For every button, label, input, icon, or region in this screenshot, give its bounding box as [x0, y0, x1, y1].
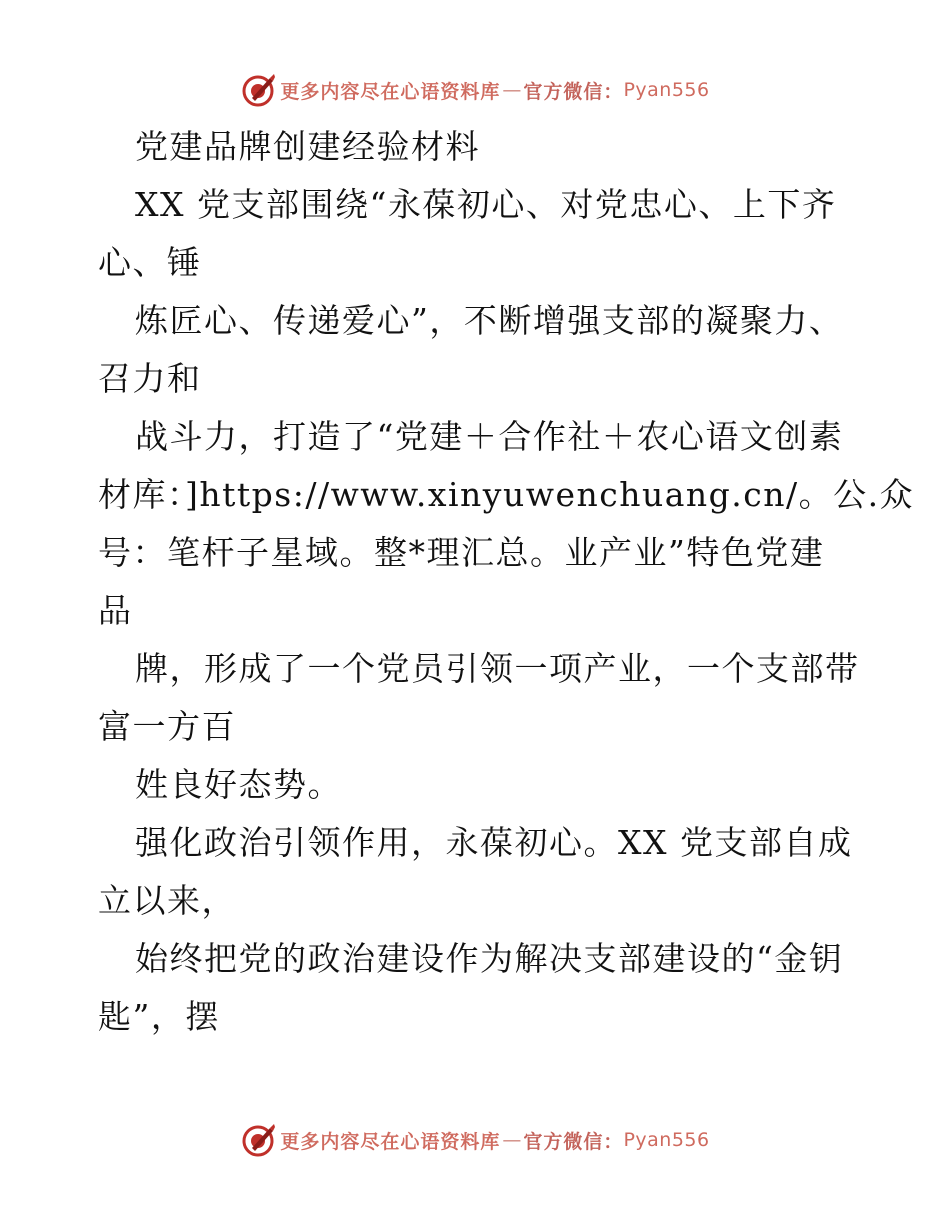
- text-line: 始终把党的政治建设作为解决支部建设的“金钥: [135, 939, 844, 978]
- document-title: 党建品牌创建经验材料: [135, 127, 480, 166]
- text-line: 炼匠心、传递爱心”，不断增强支部的凝聚力、: [135, 301, 844, 340]
- text-line: 材库：]https://www.xinyuwenchuang.cn/。公.众: [98, 475, 915, 514]
- brand-logo-icon: [240, 1122, 276, 1158]
- text-line: 战斗力，打造了“党建＋合作社＋农心语文创素: [135, 417, 844, 456]
- text-line: 姓良好态势。: [135, 765, 342, 804]
- banner-wechat-id: Pyan556: [623, 1129, 710, 1151]
- banner-brand-text: 更多内容尽在心语资料库: [280, 1130, 501, 1153]
- banner-wechat-id: Pyan556: [623, 79, 710, 101]
- text-line: 强化政治引领作用，永葆初心。XX 党支部自成: [135, 823, 853, 862]
- banner-separator: —: [502, 79, 522, 101]
- banner-official-label: 官方微信：: [523, 80, 624, 103]
- text-line: 立以来，: [98, 881, 236, 920]
- banner-separator: —: [502, 1129, 522, 1151]
- footer-banner: [0, 1120, 950, 1160]
- brand-logo-icon: [240, 72, 276, 108]
- document-body: [98, 118, 915, 1046]
- text-line: XX 党支部围绕“永葆初心、对党忠心、上下齐: [135, 185, 837, 224]
- header-banner: [0, 70, 950, 110]
- text-line: 心、锤: [98, 243, 202, 282]
- text-line: 富一方百: [98, 707, 236, 746]
- banner-official-label: 官方微信：: [523, 1130, 624, 1153]
- banner-brand-text: 更多内容尽在心语资料库: [280, 80, 501, 103]
- text-line: 品: [98, 591, 133, 630]
- text-line: 匙”，摆: [98, 997, 220, 1036]
- text-line: 牌，形成了一个党员引领一项产业，一个支部带: [135, 649, 860, 688]
- text-line: 召力和: [98, 359, 202, 398]
- text-line: 号：笔杆子星域。整*理汇总。业产业”特色党建: [98, 533, 825, 572]
